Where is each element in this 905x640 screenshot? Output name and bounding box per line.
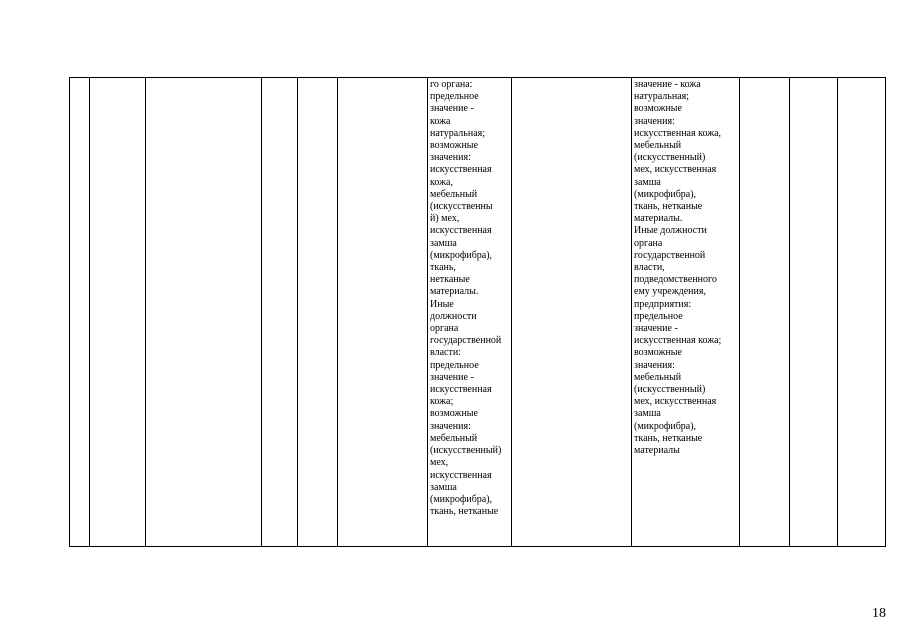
table-cell-empty xyxy=(70,78,90,547)
cell-line: государственной xyxy=(430,335,502,347)
cell-line: (искусственный) xyxy=(430,445,502,457)
cell-line: предельное xyxy=(430,91,479,103)
cell-line: ему учреждения, xyxy=(634,286,706,298)
cell-line: нетканые xyxy=(430,274,470,286)
table-cell-empty xyxy=(790,78,838,547)
cell-line: власти, xyxy=(634,262,665,274)
cell-line: го органа: xyxy=(430,79,473,90)
cell-line: (микрофибра), xyxy=(430,493,493,505)
table-cell-empty xyxy=(90,78,146,547)
cell-line: материалы xyxy=(634,445,680,457)
cell-line: ткань, xyxy=(430,262,456,274)
table-cell-empty xyxy=(838,78,886,547)
cell-line: (искусственный) xyxy=(634,384,706,396)
cell-line: значения: xyxy=(430,152,471,164)
page-number: 18 xyxy=(872,606,886,621)
cell-line: материалы. xyxy=(430,286,479,298)
cell-line: значение - xyxy=(430,103,474,115)
cell-line: кожа; xyxy=(430,396,454,408)
cell-line: возможные xyxy=(634,103,682,115)
cell-line: замша xyxy=(430,237,457,249)
table-cell-material-values-officials xyxy=(428,78,512,547)
cell-line: мебельный xyxy=(634,371,682,383)
cell-line: значения: xyxy=(634,115,675,127)
cell-line: значение - xyxy=(634,323,678,335)
table-cell-material-values-institutions xyxy=(632,78,740,547)
cell-line: кожа, xyxy=(430,176,453,188)
cell-line: мех, искусственная xyxy=(634,396,717,408)
cell-line: Иные должности xyxy=(634,225,707,237)
cell-line: ткань, нетканые xyxy=(634,201,703,213)
cell-text-column-a xyxy=(428,78,511,518)
cell-line: искусственная xyxy=(430,384,492,396)
cell-text-column-b xyxy=(632,78,739,457)
cell-line: ткань, нетканые xyxy=(634,432,703,444)
cell-line: (искусственны xyxy=(430,201,493,213)
cell-line: искусственная кожа, xyxy=(634,127,722,139)
cell-line: искусственная xyxy=(430,225,492,237)
cell-line: мебельный xyxy=(634,140,682,152)
cell-line: Иные xyxy=(430,298,454,310)
cell-line: искусственная xyxy=(430,164,492,176)
cell-line: значение - кожа xyxy=(634,79,701,90)
table-cell-empty xyxy=(262,78,298,547)
cell-line: (микрофибра), xyxy=(430,249,493,261)
cell-line: (микрофибра), xyxy=(634,188,697,200)
cell-line: власти: xyxy=(430,347,461,359)
table-cell-empty xyxy=(512,78,632,547)
cell-line: замша xyxy=(634,408,661,420)
cell-line: государственной xyxy=(634,249,706,261)
cell-line: мебельный xyxy=(430,432,478,444)
cell-line: натуральная; xyxy=(430,127,486,139)
cell-line: (искусственный) xyxy=(634,152,706,164)
table-cell-empty xyxy=(146,78,262,547)
cell-line: возможные xyxy=(430,140,478,152)
table-cell-empty xyxy=(740,78,790,547)
cell-line: искусственная xyxy=(430,469,492,481)
cell-line: кожа xyxy=(430,115,451,127)
cell-line: замша xyxy=(430,481,457,493)
table-cell-empty xyxy=(298,78,338,547)
cell-line: предельное xyxy=(634,310,683,322)
cell-line: мех, xyxy=(430,457,449,469)
cell-line: (микрофибра), xyxy=(634,420,697,432)
cell-line: предприятия: xyxy=(634,298,692,310)
requirements-table xyxy=(69,77,886,547)
cell-line: мех, искусственная xyxy=(634,164,717,176)
cell-line: значения: xyxy=(634,359,675,371)
cell-line: значения: xyxy=(430,420,471,432)
cell-line: материалы. xyxy=(634,213,683,225)
cell-line: й) мех, xyxy=(430,213,460,225)
cell-line: ткань, нетканые xyxy=(430,506,499,518)
cell-line: возможные xyxy=(634,347,682,359)
cell-line: предельное xyxy=(430,359,479,371)
cell-line: подведомственного xyxy=(634,274,717,286)
cell-line: должности xyxy=(430,310,477,322)
cell-line: мебельный xyxy=(430,188,478,200)
table-row xyxy=(70,78,886,547)
cell-line: органа xyxy=(634,237,663,249)
table-cell-empty xyxy=(338,78,428,547)
cell-line: натуральная; xyxy=(634,91,690,103)
cell-line: значение - xyxy=(430,371,474,383)
cell-line: органа xyxy=(430,323,459,335)
cell-line: возможные xyxy=(430,408,478,420)
cell-line: искусственная кожа; xyxy=(634,335,722,347)
cell-line: замша xyxy=(634,176,661,188)
